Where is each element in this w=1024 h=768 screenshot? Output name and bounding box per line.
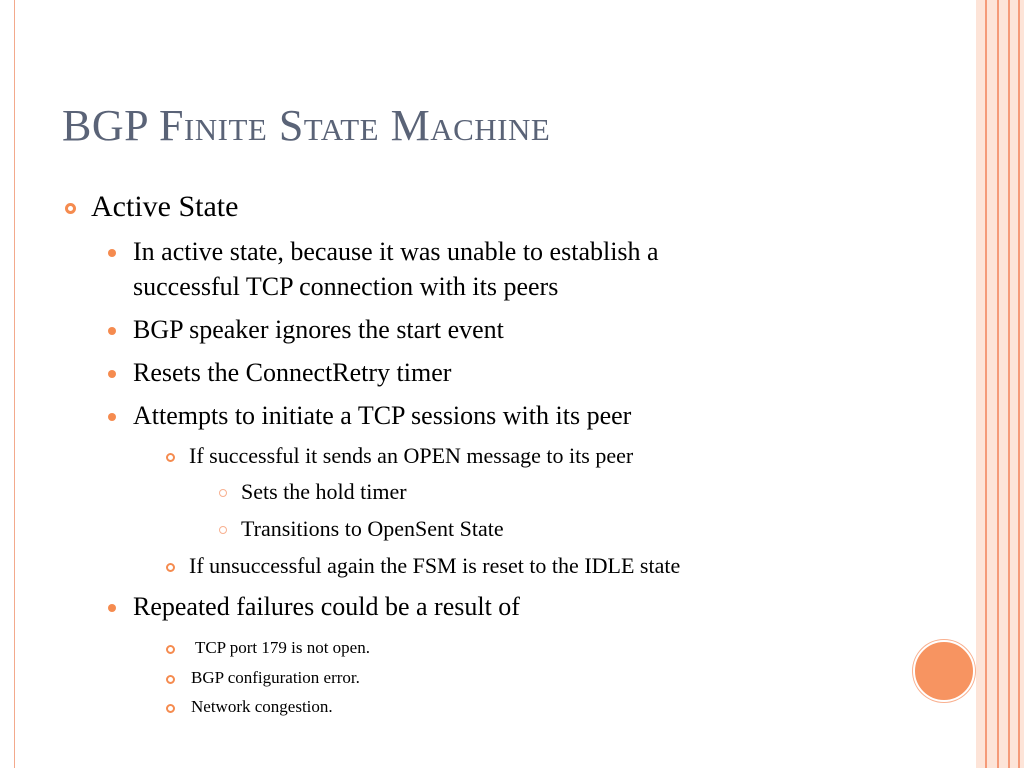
bullet-text: Transitions to OpenSent State xyxy=(241,516,504,541)
bullet-text: Resets the ConnectRetry timer xyxy=(133,358,452,387)
bullet-text: TCP port 179 is not open. xyxy=(191,638,370,657)
left-border-line xyxy=(14,0,15,768)
ring-bullet-icon xyxy=(166,704,175,713)
bullet-text: Network congestion. xyxy=(191,697,333,716)
decorative-orange-circle xyxy=(913,640,975,702)
bullet-text: If successful it sends an OPEN message to its peer xyxy=(189,443,634,468)
right-border-stripe xyxy=(999,0,1008,768)
dot-bullet-icon xyxy=(108,413,116,421)
dot-bullet-icon xyxy=(108,370,116,378)
slide-title: BGP Finite State Machine xyxy=(62,101,551,150)
ring-bullet-icon xyxy=(166,675,175,684)
bullet-text: If unsuccessful again the FSM is reset to the IDLE state xyxy=(189,553,681,578)
bullet-text: Attempts to initiate a TCP sessions with its peer xyxy=(133,401,632,430)
dot-bullet-icon xyxy=(108,604,116,612)
right-border-stripe xyxy=(987,0,997,768)
small-ring-bullet-icon xyxy=(219,489,227,497)
bullet-text: BGP speaker ignores the start event xyxy=(133,315,504,344)
right-border-stripe xyxy=(1020,0,1024,768)
heading-active-state: Active State xyxy=(91,190,239,223)
right-border-stripe xyxy=(976,0,985,768)
bullet-text: BGP configuration error. xyxy=(191,668,360,687)
bullet-text: Repeated failures could be a result of xyxy=(133,592,520,621)
dot-bullet-icon xyxy=(108,249,116,257)
dot-bullet-icon xyxy=(108,327,116,335)
ring-bullet-icon xyxy=(166,563,175,572)
bullet-text: In active state, because it was unable to establish a xyxy=(133,237,659,266)
small-ring-bullet-icon xyxy=(219,526,227,534)
bullet-text-continued: successful TCP connection with its peers xyxy=(133,272,559,301)
ring-bullet-icon xyxy=(166,453,175,462)
ring-bullet-icon xyxy=(65,203,76,214)
bullet-text: Sets the hold timer xyxy=(241,479,407,504)
ring-bullet-icon xyxy=(166,645,175,654)
right-border-stripe xyxy=(1010,0,1018,768)
